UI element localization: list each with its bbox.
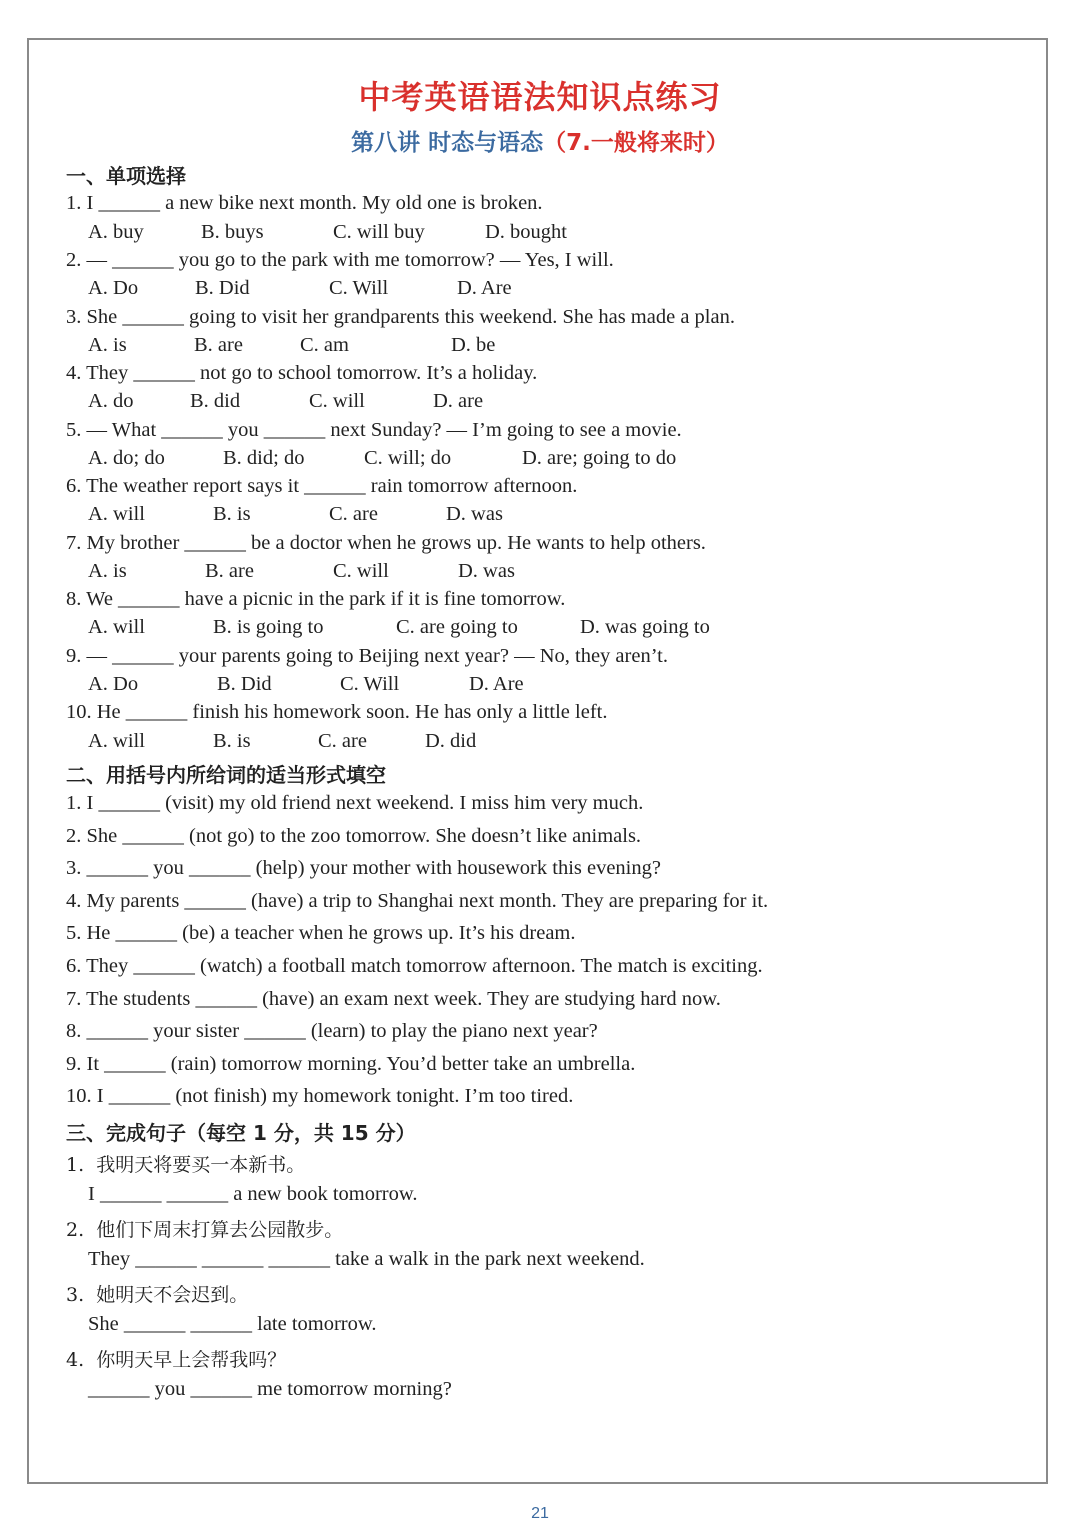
fill-item: 3. ______ you ______ (help) your mother with housework this evening? xyxy=(66,857,661,879)
mc-option: B. is xyxy=(213,503,251,525)
mc-option: A. do xyxy=(88,390,134,412)
translation-answer: I ______ ______ a new book tomorrow. xyxy=(88,1183,418,1205)
mc-question: 4. They ______ not go to school tomorrow. It’s a holiday. xyxy=(66,362,538,384)
translation-prompt: 2. 他们下周末打算去公园散步。 xyxy=(66,1219,344,1241)
mc-option: A. is xyxy=(88,334,127,356)
mc-option: A. is xyxy=(88,560,127,582)
mc-option: D. did xyxy=(425,730,477,752)
translation-prompt: 3. 她明天不会迟到。 xyxy=(66,1284,249,1306)
mc-option: D. was going to xyxy=(580,616,710,638)
section3-heading: 三、完成句子（每空 1 分，共 15 分） xyxy=(66,1121,416,1145)
mc-option: C. are xyxy=(318,730,367,752)
mc-option: B. are xyxy=(194,334,243,356)
mc-option: D. Are xyxy=(469,673,524,695)
section1-heading: 一、单项选择 xyxy=(66,164,186,188)
mc-option: D. be xyxy=(451,334,496,356)
mc-question: 5. — What ______ you ______ next Sunday? — I’m going to see a movie. xyxy=(66,419,682,441)
mc-option: D. are; going to do xyxy=(522,447,677,469)
translation-answer: She ______ ______ late tomorrow. xyxy=(88,1313,377,1335)
mc-option: A. Do xyxy=(88,277,139,299)
fill-item: 9. It ______ (rain) tomorrow morning. You’d better take an umbrella. xyxy=(66,1053,636,1075)
mc-question: 8. We ______ have a picnic in the park if it is fine tomorrow. xyxy=(66,588,566,610)
translation-answer: They ______ ______ ______ take a walk in the park next weekend. xyxy=(88,1248,645,1270)
mc-option: C. are going to xyxy=(396,616,518,638)
mc-question: 3. She ______ going to visit her grandparents this weekend. She has made a plan. xyxy=(66,306,735,328)
fill-item: 5. He ______ (be) a teacher when he grows up. It’s his dream. xyxy=(66,922,576,944)
translation-answer: ______ you ______ me tomorrow morning? xyxy=(88,1378,452,1400)
translation-prompt: 4. 你明天早上会帮我吗？ xyxy=(66,1349,287,1371)
fill-item: 7. The students ______ (have) an exam next week. They are studying hard now. xyxy=(66,988,721,1010)
fill-item: 10. I ______ (not finish) my homework tonight. I’m too tired. xyxy=(66,1085,574,1107)
mc-option: C. Will xyxy=(340,673,400,695)
mc-option: D. was xyxy=(446,503,503,525)
mc-option: C. will xyxy=(333,560,389,582)
mc-question: 2. — ______ you go to the park with me tomorrow? — Yes, I will. xyxy=(66,249,614,271)
mc-option: B. buys xyxy=(201,221,264,243)
mc-option: C. will; do xyxy=(364,447,452,469)
fill-item: 6. They ______ (watch) a football match tomorrow afternoon. The match is exciting. xyxy=(66,955,763,977)
mc-option: B. Did xyxy=(217,673,272,695)
mc-option: C. will xyxy=(309,390,365,412)
section2-heading: 二、用括号内所给词的适当形式填空 xyxy=(66,763,386,787)
mc-option: D. bought xyxy=(485,221,567,243)
mc-option: B. is xyxy=(213,730,251,752)
mc-option: B. is going to xyxy=(213,616,324,638)
fill-item: 4. My parents ______ (have) a trip to Shanghai next month. They are preparing for it. xyxy=(66,890,769,912)
fill-item: 1. I ______ (visit) my old friend next weekend. I miss him very much. xyxy=(66,792,644,814)
mc-option: B. did; do xyxy=(223,447,305,469)
mc-option: D. are xyxy=(433,390,484,412)
mc-question: 6. The weather report says it ______ rain tomorrow afternoon. xyxy=(66,475,578,497)
fill-item: 8. ______ your sister ______ (learn) to play the piano next year? xyxy=(66,1020,598,1042)
mc-option: C. will buy xyxy=(333,221,425,243)
mc-option: B. Did xyxy=(195,277,250,299)
mc-question: 9. — ______ your parents going to Beijing next year? — No, they aren’t. xyxy=(66,645,668,667)
mc-option: C. Will xyxy=(329,277,389,299)
mc-option: C. am xyxy=(300,334,349,356)
mc-option: B. are xyxy=(205,560,254,582)
mc-option: A. will xyxy=(88,503,145,525)
page-subtitle xyxy=(0,124,1080,157)
topic-label: （7.一般将来时） xyxy=(543,130,729,156)
mc-option: A. do; do xyxy=(88,447,165,469)
mc-question: 10. He ______ finish his homework soon. He has only a little left. xyxy=(66,701,608,723)
mc-option: B. did xyxy=(190,390,241,412)
mc-question: 7. My brother ______ be a doctor when he grows up. He wants to help others. xyxy=(66,532,706,554)
page-number: 21 xyxy=(531,1505,549,1522)
translation-prompt: 1. 我明天将要买一本新书。 xyxy=(66,1154,306,1176)
page-title: 中考英语语法知识点练习 xyxy=(358,78,722,116)
mc-option: D. was xyxy=(458,560,515,582)
mc-option: D. Are xyxy=(457,277,512,299)
mc-option: A. Do xyxy=(88,673,139,695)
lecture-label: 第八讲 时态与语态 xyxy=(351,130,544,156)
mc-question: 1. I ______ a new bike next month. My old one is broken. xyxy=(66,192,543,214)
mc-option: A. will xyxy=(88,730,145,752)
fill-item: 2. She ______ (not go) to the zoo tomorrow. She doesn’t like animals. xyxy=(66,825,642,847)
mc-option: A. will xyxy=(88,616,145,638)
mc-option: C. are xyxy=(329,503,378,525)
mc-option: A. buy xyxy=(88,221,144,243)
